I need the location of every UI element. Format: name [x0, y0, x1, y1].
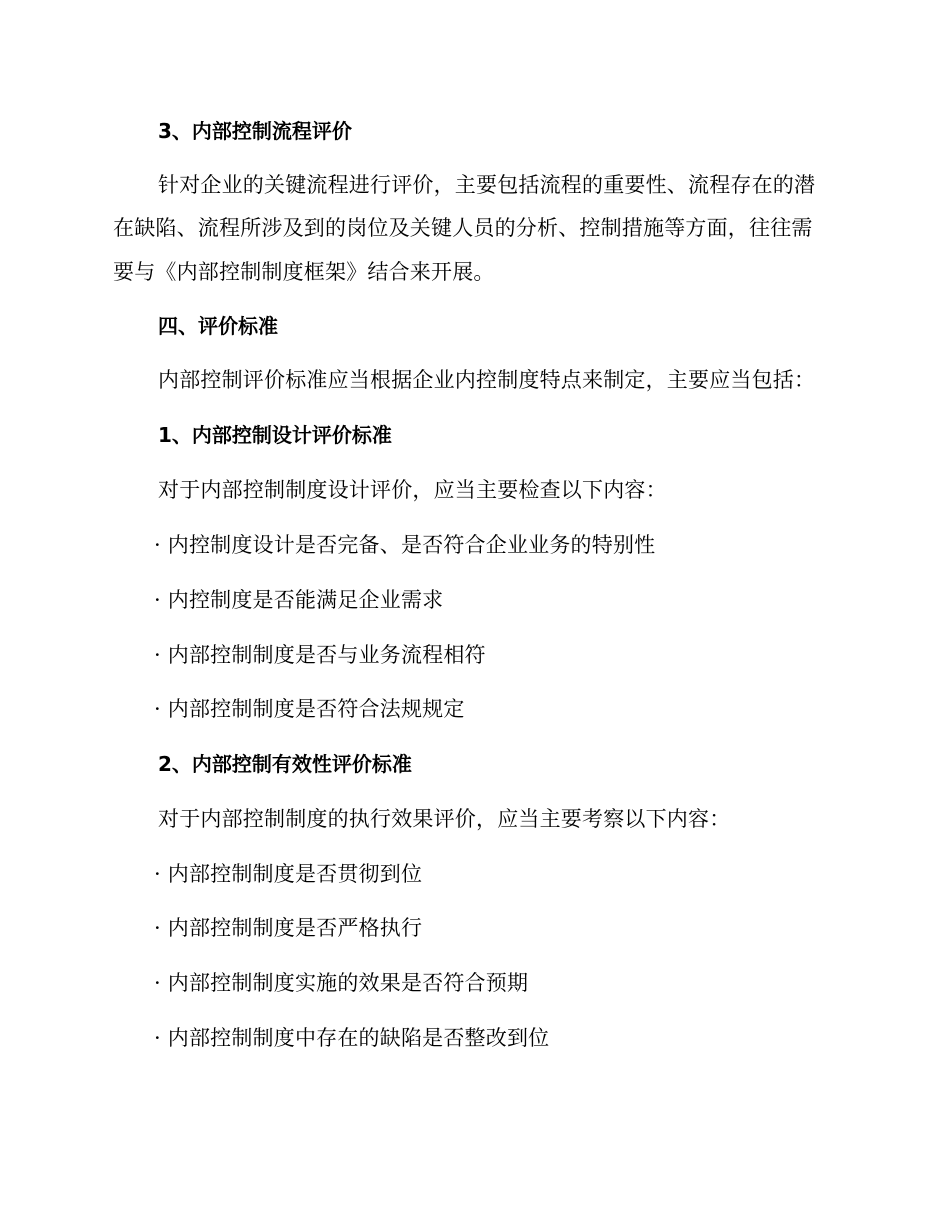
subsection-2-list-item: · 内部控制制度是否严格执行 [154, 916, 423, 940]
subsection-1-list-item: · 内控制度是否能满足企业需求 [154, 588, 444, 612]
section-3-heading: 3、内部控制流程评价 [158, 119, 352, 143]
subsection-2-list-item: · 内部控制制度实施的效果是否符合预期 [154, 971, 529, 995]
section-4-heading: 四、评价标准 [158, 314, 278, 338]
subsection-2-list-item: · 内部控制制度中存在的缺陷是否整改到位 [154, 1026, 550, 1050]
section-4-intro: 内部控制评价标准应当根据企业内控制度特点来制定，主要应当包括： [158, 368, 816, 392]
section-3-paragraph-line-2: 在缺陷、流程所涉及到的岗位及关键人员的分析、控制措施等方面，往往需 [113, 216, 813, 240]
subsection-2-heading: 2、内部控制有效性评价标准 [158, 752, 412, 776]
subsection-1-list-item: · 内部控制制度是否符合法规规定 [154, 697, 465, 721]
section-3-paragraph-line-3: 要与《内部控制制度框架》结合来开展。 [113, 260, 495, 284]
subsection-1-list-item: · 内控制度设计是否完备、是否符合企业业务的特别性 [154, 533, 656, 557]
subsection-2-list-item: · 内部控制制度是否贯彻到位 [154, 862, 423, 886]
subsection-1-intro: 对于内部控制制度设计评价，应当主要检查以下内容： [158, 478, 667, 502]
section-3-paragraph-line-1: 针对企业的关键流程进行评价，主要包括流程的重要性、流程存在的潜 [158, 173, 816, 197]
subsection-1-heading: 1、内部控制设计评价标准 [158, 423, 392, 447]
subsection-1-list-item: · 内部控制制度是否与业务流程相符 [154, 643, 486, 667]
subsection-2-intro: 对于内部控制制度的执行效果评价，应当主要考察以下内容： [158, 807, 731, 831]
